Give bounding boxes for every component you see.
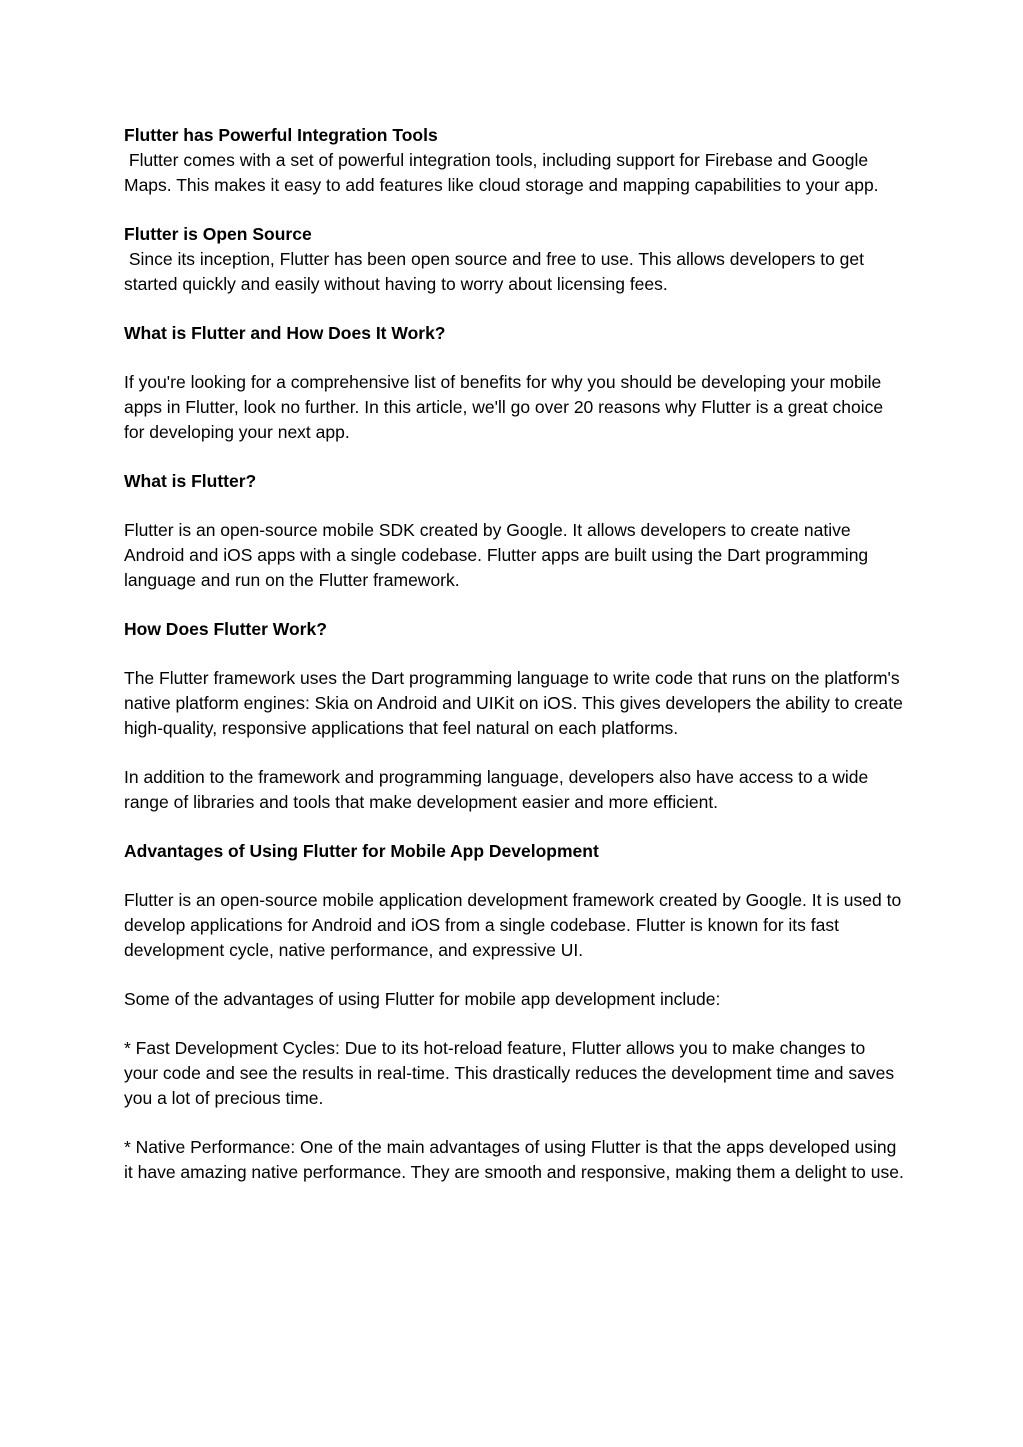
- section-paragraph: The Flutter framework uses the Dart programming language to write code that runs on the platform's native platform engines: Skia on Android and UIKit on iOS. This gives developers the ability to create high-quality, responsive applications that feel natural on each platforms.: [124, 668, 908, 738]
- paragraph-gap: [124, 741, 904, 765]
- section-advantages: [124, 839, 907, 1185]
- section-how-does-flutter-work: [124, 617, 908, 815]
- paragraph-gap: [124, 864, 904, 888]
- section-open-source: [124, 222, 904, 297]
- bullet-item-native-performance: * Native Performance: One of the main advantages of using Flutter is that the apps developed using it have amazing native performance. They are smooth and responsive, making them a delight to use.: [124, 1137, 904, 1182]
- section-paragraph: Some of the advantages of using Flutter for mobile app development include:: [124, 989, 721, 1009]
- section-paragraph: Flutter is an open-source mobile application development framework created by Google. It is used to develop applications for Android and iOS from a single codebase. Flutter is known for its fast development cycle, native performance, and expressive UI.: [124, 890, 907, 960]
- section-heading: What is Flutter and How Does It Work?: [124, 323, 446, 343]
- section-heading: Flutter has Powerful Integration Tools: [124, 125, 438, 145]
- section-paragraph: Flutter is an open-source mobile SDK created by Google. It allows developers to create native Android and iOS apps with a single codebase. Flutter apps are built using the Dart programming language and run on the Flutter framework.: [124, 520, 874, 590]
- paragraph-gap: [124, 494, 904, 518]
- section-paragraph: If you're looking for a comprehensive list of benefits for why you should be developing your mobile apps in Flutter, look no further. In this article, we'll go over 20 reasons why Flutter is a great choice for developing your next app.: [124, 372, 889, 442]
- paragraph-gap: [124, 642, 904, 666]
- section-paragraph: Flutter comes with a set of powerful integration tools, including support for Firebase and Google Maps. This makes it easy to add features like cloud storage and mapping capabilities to your app.: [124, 150, 879, 195]
- section-heading: What is Flutter?: [124, 471, 257, 491]
- paragraph-gap: [124, 346, 904, 370]
- section-paragraph: Since its inception, Flutter has been open source and free to use. This allows developers to get started quickly and easily without having to worry about licensing fees.: [124, 249, 869, 294]
- section-heading: Flutter is Open Source: [124, 224, 312, 244]
- section-paragraph: In addition to the framework and programming language, developers also have access to a wide range of libraries and tools that make development easier and more efficient.: [124, 767, 874, 812]
- paragraph-gap: [124, 1012, 904, 1036]
- section-heading: How Does Flutter Work?: [124, 619, 327, 639]
- section-what-is-flutter: [124, 469, 904, 593]
- bullet-item-fast-development: * Fast Development Cycles: Due to its hot-reload feature, Flutter allows you to make changes to your code and see the results in real-time. This drastically reduces the development time and saves you a lot of precious time.: [124, 1038, 899, 1108]
- section-what-is-and-how: [124, 321, 904, 445]
- paragraph-gap: [124, 1111, 904, 1135]
- section-heading: Advantages of Using Flutter for Mobile App Development: [124, 841, 599, 861]
- document-page: [124, 123, 908, 1209]
- section-integration-tools: [124, 123, 904, 198]
- paragraph-gap: [124, 963, 904, 987]
